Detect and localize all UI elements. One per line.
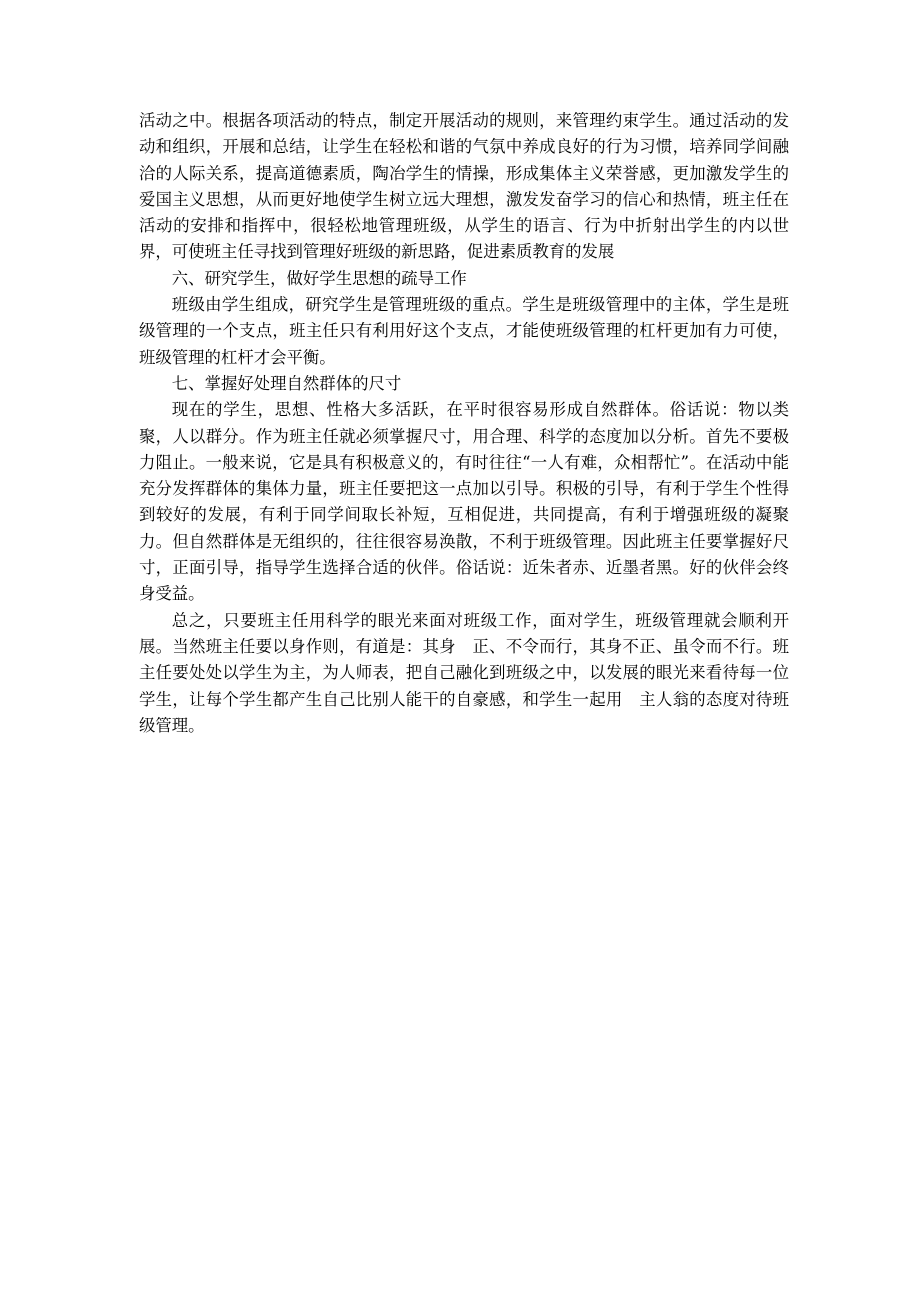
- paragraph-natural-groups: 现在的学生，思想、性格大多活跃，在平时很容易形成自然群体。俗话说：物以类聚，人以群分。作为班主任就必须掌握尺寸，用合理、科学的态度加以分析。首先不要极力阻止。一般来说，它是具有积极意义的，有时往往“一人有难，众相帮忙”。在活动中能充分发挥群体的集体力量，班主任要把这一点加以引导。积极的引导，有利于学生个性得到较好的发展，有利于同学间取长补短，互相促进，共同提高，有利于增强班级的凝聚力。但自然群体是无组织的，往往很容易涣散，不利于班级管理。因此班主任要掌握好尺寸，正面引导，指导学生选择合适的伙伴。俗话说：近朱者赤、近墨者黑。好的伙伴会终身受益。: [139, 400, 789, 604]
- paragraph-activities: 活动之中。根据各项活动的特点，制定开展活动的规则，来管理约束学生。通过活动的发动和组织，开展和总结，让学生在轻松和谐的气氛中养成良好的行为习惯，培养同学间融洽的人际关系，提高道德素质，陶冶学生的情操，形成集体主义荣誉感，更加激发学生的爱国主义思想，从而更好地使学生树立远大理想，激发发奋学习的信心和热情，班主任在活动的安排和指挥中，很轻松地管理班级，从学生的语言、行为中折射出学生的内以世界，可使班主任寻找到管理好班级的新思路，促进素质教育的发展: [139, 111, 789, 262]
- section-heading-seven: 七、掌握好处理自然群体的尺寸: [171, 373, 402, 393]
- document-page: [139, 108, 789, 739]
- paragraph-conclusion: 总之，只要班主任用科学的眼光来面对班级工作，面对学生，班级管理就会顺利开展。当然班主任要以身作则，有道是：其身 正、不令而行，其身不正、虽令而不行。班主任要处处以学生为主，为人师表，把自己融化到班级之中，以发展的眼光来看待每一位学生，让每个学生都产生自己比别人能干的自豪感，和学生一起用 主人翁的态度对待班级管理。: [139, 610, 789, 735]
- paragraph-study-students: 班级由学生组成，研究学生是管理班级的重点。学生是班级管理中的主体，学生是班级管理的一个支点，班主任只有利用好这个支点，才能使班级管理的杠杆更加有力可使，班级管理的杠杆才会平衡。: [139, 295, 789, 367]
- section-heading-six: 六、研究学生，做好学生思想的疏导工作: [171, 268, 467, 288]
